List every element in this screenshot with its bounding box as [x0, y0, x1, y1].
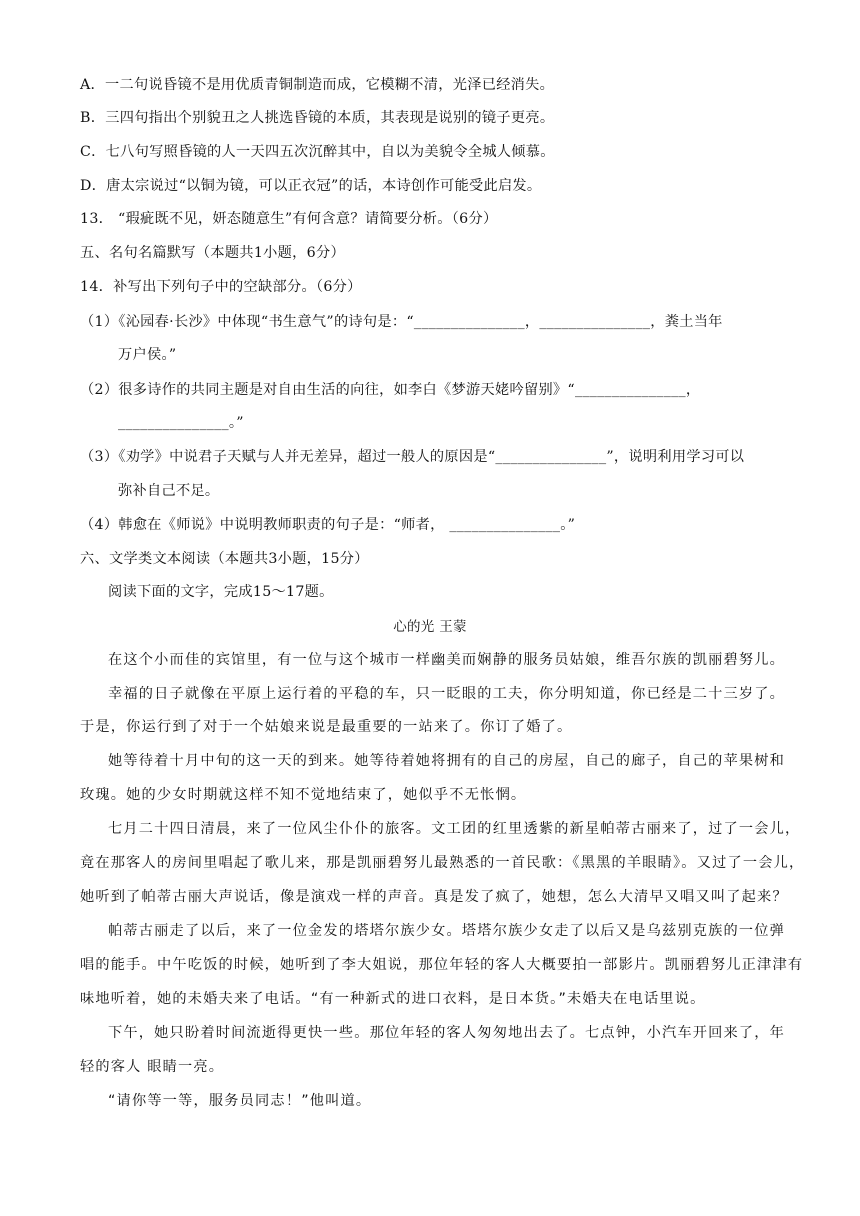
story-line: 她听到了帕蒂古丽大声说话，像是演戏一样的声音。真是发了疯了，她想，怎么大清早又唱又叫了起来？: [80, 889, 788, 905]
story-line: 竟在那客人的房间里唱起了歌儿来，那是凯丽碧努儿最熟悉的一首民歌：《黑黑的羊眼睛》。又过了一会儿，: [80, 855, 805, 871]
question-14: 14．补写出下列句子中的空缺部分。（6分）: [80, 279, 362, 295]
story-line: 下午，她只盼着时间流逝得更快一些。那位年轻的客人匆匆地出去了。七点钟，小汽车开回来了，年: [108, 1025, 786, 1041]
section-5-heading: 五、名句名篇默写（本题共1小题，6分）: [80, 245, 345, 261]
story-line: 七月二十四日清晨，来了一位风尘仆仆的旅客。文工团的红里透紫的新星帕蒂古丽来了，过了一会儿，: [108, 821, 801, 837]
story-line: 味地听着，她的未婚夫来了电话。“有一种新式的进口衣料，是日本货。”未婚夫在电话里说。: [80, 991, 706, 1007]
story-line: 唱的能手。中午吃饭的时候，她听到了李大姐说，那位年轻的客人大概要拍一部影片。凯丽碧努儿正津津有: [80, 957, 804, 973]
story-line: “请你等一等，服务员同志！”他叫道。: [108, 1093, 372, 1109]
option-b: B．三四句指出个别貌丑之人挑选昏镜的本质，其表现是说别的镜子更亮。: [80, 110, 555, 126]
story-line: 在这个小而佳的宾馆里，有一位与这个城市一样幽美而娴静的服务员姑娘，维吾尔族的凯丽碧努儿。: [108, 652, 786, 668]
story-line: 帕蒂古丽走了以后，来了一位金发的塔塔尔族少女。塔塔尔族少女走了以后又是乌兹别克族的一位弹: [108, 923, 786, 939]
fill-item-2-line-2: _______________。”: [118, 415, 244, 431]
story-title: 心的光 王蒙: [393, 619, 467, 635]
story-line: 她等待着十月中旬的这一天的到来。她等待着她将拥有的自己的房屋，自己的廊子，自己的苹果树和: [108, 753, 786, 769]
fill-item-1-line-2: 万户侯。”: [118, 347, 177, 363]
question-13: 13． “瑕疵既不见，妍态随意生”有何含意？请简要分析。（6分）: [80, 211, 498, 227]
fill-item-2-line-1: （2）很多诗作的共同主题是对自由生活的向往，如李白《梦游天姥吟留别》“_______________，: [80, 382, 701, 398]
story-line: 轻的客人 眼睛一亮。: [80, 1059, 225, 1075]
fill-item-1-line-1: （1）《沁园春·长沙》中体现“书生意气”的诗句是：“_______________，_______________，粪土当年: [80, 314, 723, 330]
reading-instruction: 阅读下面的文字，完成15～17题。: [108, 584, 334, 600]
fill-item-4-line-1: （4）韩愈在《师说》中说明教师职责的句子是：“师者， _______________。”: [80, 517, 576, 533]
option-c: C．七八句写照昏镜的人一天四五次沉醉其中，自以为美貌令全城人倾慕。: [80, 144, 555, 160]
fill-item-3-line-2: 弥补自己不足。: [118, 483, 220, 499]
story-line: 幸福的日子就像在平原上运行着的平稳的车，只一眨眼的工夫，你分明知道，你已经是二十三岁了。: [108, 686, 786, 702]
option-d: D．唐太宗说过“以铜为镜，可以正衣冠”的话，本诗创作可能受此启发。: [80, 178, 542, 194]
fill-item-3-line-1: （3）《劝学》中说君子天赋与人并无差异，超过一般人的原因是“_______________”，说明利用学习可以: [80, 449, 745, 465]
story-line: 于是，你运行到了对于一个姑娘来说是最重要的一站来了。你订了婚了。: [80, 719, 573, 735]
story-line: 玫瑰。她的少女时期就这样不知不觉地结束了，她似乎不无怅惘。: [80, 787, 527, 803]
section-6-heading: 六、文学类文本阅读（本题共3小题，15分）: [80, 551, 369, 567]
option-a: A．一二句说昏镜不是用优质青铜制造而成，它模糊不清，光泽已经消失。: [80, 77, 555, 93]
